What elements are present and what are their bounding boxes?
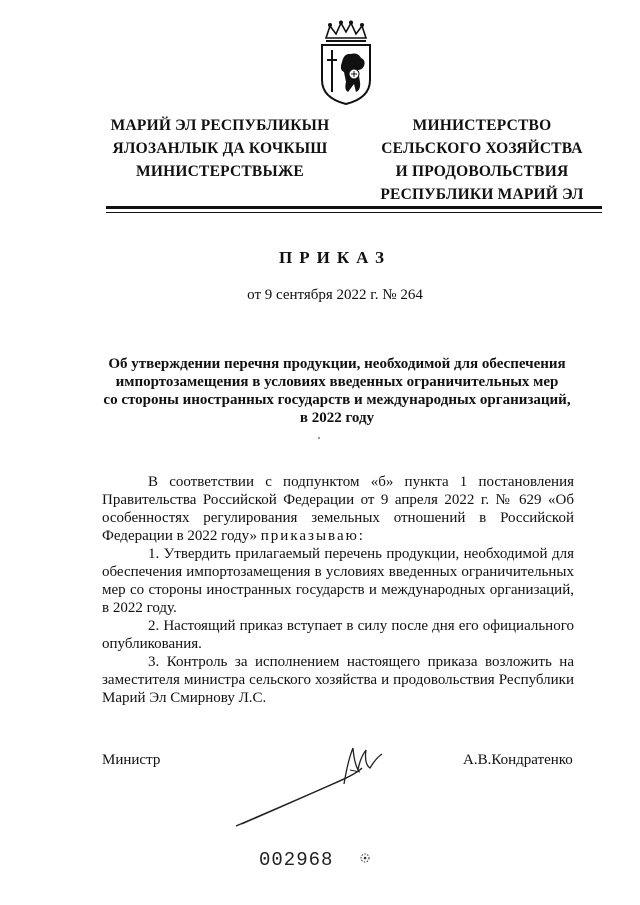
document-title: ПРИКАЗ (279, 248, 391, 267)
subject-line: со стороны иностранных государств и международных организаций, (103, 392, 571, 408)
preamble-text: В соответствии с подпунктом «б» пункта 1 постановления Правительства Российской Федерации от 9 апреля 2022 г. № 629 «Об особенностях регулирования земельных отношений в Российской Федерации в 2022 году» (102, 474, 574, 544)
header-left-line: ЯЛОЗАНЛЫК ДА КОЧКЫШ (112, 140, 328, 157)
asterisk-mark-icon (358, 851, 372, 865)
header-right-line: И ПРОДОВОЛЬСТВИЯ (395, 163, 569, 180)
header-right-line: МИНИСТЕРСТВО (412, 117, 552, 134)
header-right-line: СЕЛЬСКОГО ХОЗЯЙСТВА (381, 140, 583, 157)
serial-number: 002968 (259, 849, 334, 871)
order-item: 1. Утвердить прилагаемый перечень продукции, необходимой для обеспечения импортозамещения в условиях введенных ограничительных мер со стороны иностранных государств и международных организаций, в 2022 году. (102, 546, 574, 616)
header-ministry-russian (357, 114, 607, 206)
subject-line: в 2022 году (299, 410, 375, 426)
scan-speck (318, 437, 320, 439)
coat-of-arms-emblem (318, 20, 374, 106)
signatory-name: А.В.Кондратенко (463, 752, 573, 768)
preamble-paragraph (102, 473, 574, 545)
header-divider-thin (106, 212, 602, 213)
order-item: 2. Настоящий приказ вступает в силу после дня его официального опубликования. (102, 618, 574, 652)
header-divider-thick (106, 206, 602, 209)
document-subject (100, 355, 574, 427)
document-date-number: от 9 сентября 2022 г. № 264 (247, 287, 423, 303)
header-ministry-mari (105, 114, 335, 183)
order-item: 3. Контроль за исполнением настоящего приказа возложить на заместителя министра сельского хозяйства и продовольствия Республики Марий Эл Смирнову Л.С. (102, 654, 574, 706)
header-left-line: МАРИЙ ЭЛ РЕСПУБЛИКЫН (110, 117, 330, 134)
handwritten-signature (232, 740, 412, 830)
order-word: приказываю: (260, 528, 365, 544)
document-body (102, 473, 574, 707)
subject-line: Об утверждении перечня продукции, необходимой для обеспечения (108, 356, 566, 372)
header-left-line: МИНИСТЕРСТВЫЖЕ (136, 163, 304, 180)
header-right-line: РЕСПУБЛИКИ МАРИЙ ЭЛ (380, 186, 584, 203)
subject-line: импортозамещения в условиях введенных ограничительных мер (115, 374, 559, 390)
signatory-title: Министр (102, 752, 161, 768)
